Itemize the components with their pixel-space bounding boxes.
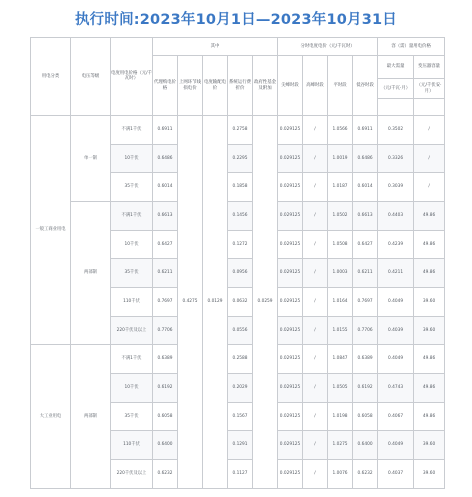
peak-cell: / xyxy=(303,316,328,345)
valley-cell: 0.4049 xyxy=(378,345,414,374)
max-demand-cell: 39.60 xyxy=(414,460,445,489)
high-cell: 1.0164 xyxy=(328,288,353,317)
tnd-price-cell: 0.0632 xyxy=(228,288,253,317)
peak-cell: / xyxy=(303,431,328,460)
energy-price-cell: 0.7697 xyxy=(153,288,178,317)
energy-price-cell: 0.6014 xyxy=(153,173,178,202)
header-transformer: 变压器容量 xyxy=(414,56,445,79)
voltage-cell: 35千伏 xyxy=(111,259,153,288)
agency-price-cell: 0.4275 xyxy=(178,115,203,488)
peak-cell: / xyxy=(303,288,328,317)
fund-surcharge-cell: 0.029125 xyxy=(278,173,303,202)
energy-price-cell: 0.6211 xyxy=(153,259,178,288)
header-max-demand-unit: （元/千瓦·月） xyxy=(378,78,414,99)
fund-surcharge-cell: 0.029125 xyxy=(278,115,303,144)
high-cell: 1.0508 xyxy=(328,230,353,259)
energy-price-cell: 0.6911 xyxy=(153,115,178,144)
header-peak: 尖峰时段 xyxy=(278,56,303,115)
high-cell: 1.0275 xyxy=(328,431,353,460)
high-cell: 1.0155 xyxy=(328,316,353,345)
header-energy-price: 电度用电价格（元/千瓦时） xyxy=(111,38,153,116)
tnd-price-cell: 0.2295 xyxy=(228,144,253,173)
header-capacity-group: 容（需）量用电价格 xyxy=(378,38,445,56)
max-demand-cell: 49.86 xyxy=(414,402,445,431)
valley-cell: 0.3326 xyxy=(378,144,414,173)
peak-cell: / xyxy=(303,460,328,489)
fund-surcharge-cell: 0.029125 xyxy=(278,288,303,317)
energy-price-cell: 0.6389 xyxy=(153,345,178,374)
page-title: 执行时间:2023年10月1日—2023年10月31日 xyxy=(74,12,398,28)
tnd-price-cell: 0.1127 xyxy=(228,460,253,489)
header-valley: 低谷时段 xyxy=(353,56,378,115)
header-system-cost: 系统运行费折价 xyxy=(228,56,253,115)
peak-cell: / xyxy=(303,230,328,259)
max-demand-cell: 49.86 xyxy=(414,345,445,374)
flat-cell: 0.6192 xyxy=(353,374,378,403)
flat-cell: 0.6427 xyxy=(353,230,378,259)
valley-cell: 0.4049 xyxy=(378,431,414,460)
high-cell: 1.0003 xyxy=(328,259,353,288)
fund-surcharge-cell: 0.029125 xyxy=(278,402,303,431)
header-row-1 xyxy=(31,38,445,56)
max-demand-cell: 39.60 xyxy=(414,316,445,345)
tnd-price-cell: 0.1567 xyxy=(228,402,253,431)
voltage-cell: 35千伏 xyxy=(111,173,153,202)
max-demand-cell: 49.86 xyxy=(414,201,445,230)
fund-surcharge-cell: 0.029125 xyxy=(278,201,303,230)
subgroup-cell: 单一制 xyxy=(71,115,111,201)
max-demand-cell: / xyxy=(414,144,445,173)
high-cell: 1.0502 xyxy=(328,201,353,230)
high-cell: 1.0566 xyxy=(328,115,353,144)
subgroup-cell: 两部制 xyxy=(71,345,111,489)
voltage-cell: 不满1千伏 xyxy=(111,201,153,230)
voltage-cell: 220千伏及以上 xyxy=(111,460,153,489)
voltage-cell: 10千伏 xyxy=(111,230,153,259)
valley-cell: 0.3039 xyxy=(378,173,414,202)
peak-cell: / xyxy=(303,115,328,144)
header-fund-surcharge: 政府性基金及附加 xyxy=(253,56,278,115)
max-demand-cell: 49.86 xyxy=(414,259,445,288)
valley-cell: 0.4211 xyxy=(378,259,414,288)
high-cell: 1.0198 xyxy=(328,402,353,431)
peak-cell: / xyxy=(303,345,328,374)
high-cell: 1.0505 xyxy=(328,374,353,403)
energy-price-cell: 0.6400 xyxy=(153,431,178,460)
peak-cell: / xyxy=(303,144,328,173)
flat-cell: 0.6486 xyxy=(353,144,378,173)
peak-cell: / xyxy=(303,374,328,403)
tnd-price-cell: 0.1858 xyxy=(228,173,253,202)
valley-cell: 0.3502 xyxy=(378,115,414,144)
high-cell: 1.0019 xyxy=(328,144,353,173)
voltage-cell: 不满1千伏 xyxy=(111,115,153,144)
transmission-loss-cell: 0.0129 xyxy=(203,115,228,488)
fund-surcharge-cell: 0.029125 xyxy=(278,259,303,288)
header-tnd-price: 电度输配电价 xyxy=(203,56,228,115)
header-max-demand: 最大需量 xyxy=(378,56,414,79)
flat-cell: 0.6911 xyxy=(353,115,378,144)
header-composition: 其中 xyxy=(153,38,278,56)
fund-surcharge-cell: 0.029125 xyxy=(278,431,303,460)
tariff-table xyxy=(30,37,445,489)
tnd-price-cell: 0.2588 xyxy=(228,345,253,374)
valley-cell: 0.4743 xyxy=(378,374,414,403)
header-tou-group: 分时电度电价（元/千瓦时） xyxy=(278,38,378,56)
max-demand-cell: / xyxy=(414,173,445,202)
valley-cell: 0.4067 xyxy=(378,402,414,431)
tnd-price-cell: 0.0556 xyxy=(228,316,253,345)
tnd-price-cell: 0.2758 xyxy=(228,115,253,144)
peak-cell: / xyxy=(303,201,328,230)
tnd-price-cell: 0.2029 xyxy=(228,374,253,403)
peak-cell: / xyxy=(303,259,328,288)
fund-surcharge-cell: 0.029125 xyxy=(278,374,303,403)
valley-cell: 0.4239 xyxy=(378,230,414,259)
energy-price-cell: 0.6232 xyxy=(153,460,178,489)
high-cell: 1.0076 xyxy=(328,460,353,489)
flat-cell: 0.6232 xyxy=(353,460,378,489)
max-demand-cell: 49.86 xyxy=(414,230,445,259)
flat-cell: 0.6211 xyxy=(353,259,378,288)
tariff-table-container xyxy=(30,37,444,489)
valley-cell: 0.4403 xyxy=(378,201,414,230)
fund-surcharge-cell: 0.029125 xyxy=(278,230,303,259)
energy-price-cell: 0.6427 xyxy=(153,230,178,259)
tnd-price-cell: 0.0956 xyxy=(228,259,253,288)
flat-cell: 0.7706 xyxy=(353,316,378,345)
fund-surcharge-cell: 0.029125 xyxy=(278,144,303,173)
max-demand-cell: 49.86 xyxy=(414,374,445,403)
energy-price-cell: 0.7706 xyxy=(153,316,178,345)
voltage-cell: 10千伏 xyxy=(111,374,153,403)
category-cell: 一般工商业用电 xyxy=(31,115,71,345)
tnd-price-cell: 0.1456 xyxy=(228,201,253,230)
voltage-cell: 110千伏 xyxy=(111,288,153,317)
header-category: 用电分类 xyxy=(31,38,71,116)
voltage-cell: 220千伏及以上 xyxy=(111,316,153,345)
tnd-price-cell: 0.1291 xyxy=(228,431,253,460)
high-cell: 1.0187 xyxy=(328,173,353,202)
fund-surcharge-cell: 0.029125 xyxy=(278,345,303,374)
energy-price-cell: 0.6058 xyxy=(153,402,178,431)
header-high: 高峰时段 xyxy=(303,56,328,115)
category-cell: 大工业用电 xyxy=(31,345,71,489)
peak-cell: / xyxy=(303,173,328,202)
max-demand-cell: 39.60 xyxy=(414,431,445,460)
energy-price-cell: 0.6486 xyxy=(153,144,178,173)
header-transformer-unit: （元/千伏安·月） xyxy=(414,78,445,99)
header-transmission-loss: 上网环节线损电价 xyxy=(178,56,203,115)
voltage-cell: 35千伏 xyxy=(111,402,153,431)
valley-cell: 0.4049 xyxy=(378,288,414,317)
energy-price-cell: 0.6613 xyxy=(153,201,178,230)
voltage-cell: 不满1千伏 xyxy=(111,345,153,374)
flat-cell: 0.6613 xyxy=(353,201,378,230)
flat-cell: 0.7697 xyxy=(353,288,378,317)
voltage-cell: 10千伏 xyxy=(111,144,153,173)
tnd-price-cell: 0.1272 xyxy=(228,230,253,259)
fund-surcharge-cell: 0.029125 xyxy=(278,460,303,489)
flat-cell: 0.6400 xyxy=(353,431,378,460)
header-voltage: 电压等级 xyxy=(71,38,111,116)
flat-cell: 0.6389 xyxy=(353,345,378,374)
header-agency-price: 代理购电价格 xyxy=(153,56,178,115)
header-flat: 平时段 xyxy=(328,56,353,115)
table-row xyxy=(31,115,445,144)
voltage-cell: 110千伏 xyxy=(111,431,153,460)
peak-cell: / xyxy=(303,402,328,431)
valley-cell: 0.4039 xyxy=(378,316,414,345)
fund-surcharge-cell: 0.029125 xyxy=(278,316,303,345)
table-row xyxy=(31,201,445,230)
table-row xyxy=(31,345,445,374)
subgroup-cell: 两部制 xyxy=(71,201,111,344)
energy-price-cell: 0.6192 xyxy=(153,374,178,403)
flat-cell: 0.6058 xyxy=(353,402,378,431)
valley-cell: 0.4037 xyxy=(378,460,414,489)
flat-cell: 0.6014 xyxy=(353,173,378,202)
system-cost-cell: 0.0259 xyxy=(253,115,278,488)
max-demand-cell: / xyxy=(414,115,445,144)
max-demand-cell: 39.60 xyxy=(414,288,445,317)
high-cell: 1.0847 xyxy=(328,345,353,374)
